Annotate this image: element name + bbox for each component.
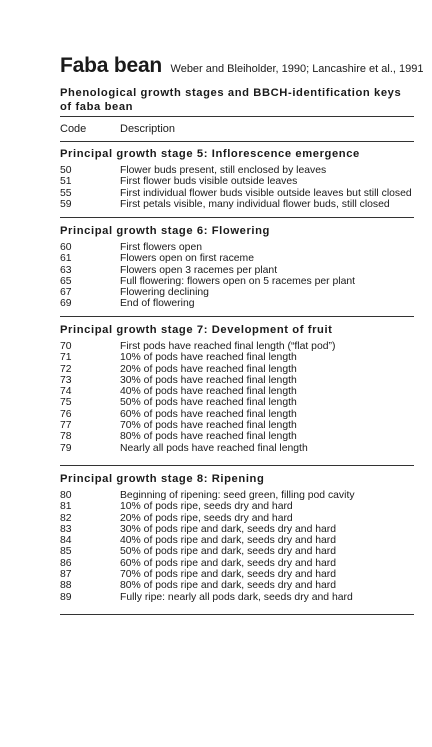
stage-description: Beginning of ripening: seed green, filling pod cavity — [120, 490, 355, 501]
bbch-code: 80 — [60, 490, 72, 501]
growth-stage-section — [60, 224, 414, 310]
bbch-code: 82 — [60, 512, 72, 524]
stage-description: 40% of pods have reached final length — [120, 386, 297, 398]
table-row — [60, 253, 414, 264]
bbch-code: 79 — [60, 442, 72, 454]
table-row — [60, 242, 414, 253]
stage-title: Principal growth stage 8: Ripening — [60, 473, 265, 485]
code-column-header: Code — [60, 123, 87, 135]
table-row — [60, 165, 414, 176]
table-row — [60, 341, 414, 352]
bbch-code: 55 — [60, 187, 72, 199]
table-row — [60, 592, 414, 603]
growth-stage-section — [60, 472, 414, 603]
stage-description: Full flowering: flowers open on 5 racemes per plant — [120, 275, 356, 287]
bbch-code: 70 — [60, 341, 72, 352]
stage-title: Principal growth stage 7: Development of fruit — [60, 324, 333, 336]
stage-description: Flowers open on first raceme — [120, 253, 254, 265]
bbch-code: 81 — [60, 501, 72, 513]
section-rule — [60, 316, 414, 317]
table-row — [60, 276, 414, 287]
bbch-code: 88 — [60, 580, 72, 592]
bbch-code: 63 — [60, 264, 72, 276]
stage-description: 20% of pods ripe, seeds dry and hard — [120, 512, 293, 524]
title-line — [60, 54, 424, 78]
table-row — [60, 397, 414, 408]
stage-description: Flower buds present, still enclosed by leaves — [120, 165, 327, 176]
table-row — [60, 375, 414, 386]
bbch-code: 71 — [60, 352, 72, 364]
stage-description: First flower buds visible outside leaves — [120, 176, 298, 188]
growth-stage-section — [60, 147, 414, 210]
table-row — [60, 443, 414, 454]
bbch-code: 50 — [60, 165, 72, 176]
table-row — [60, 569, 414, 580]
stage-description: 40% of pods ripe and dark, seeds dry and hard — [120, 535, 337, 547]
section-rule — [60, 217, 414, 218]
table-row — [60, 199, 414, 210]
bbch-code: 59 — [60, 198, 72, 210]
table-subtitle: Phenological growth stages and BBCH-identification keys of faba bean — [60, 87, 402, 113]
bbch-code: 78 — [60, 431, 72, 443]
section-rule — [60, 614, 414, 615]
stage-description: Flowering declining — [120, 287, 209, 299]
bbch-code: 75 — [60, 397, 72, 409]
stage-description: Flowers open 3 racemes per plant — [120, 264, 278, 276]
stage-description: 10% of pods have reached final length — [120, 352, 297, 364]
section-rule — [60, 465, 414, 466]
stage-description: First petals visible, many individual flower buds, still closed — [120, 198, 390, 210]
table-row — [60, 513, 414, 524]
table-row — [60, 546, 414, 557]
bbch-code: 85 — [60, 546, 72, 558]
bbch-code: 89 — [60, 591, 72, 603]
table-row — [60, 558, 414, 569]
bbch-code: 87 — [60, 569, 72, 581]
table-row — [60, 176, 414, 187]
stage-description: 70% of pods have reached final length — [120, 420, 297, 432]
description-column-header: Description — [120, 123, 176, 135]
stage-description: 10% of pods ripe, seeds dry and hard — [120, 501, 293, 513]
bbch-code: 76 — [60, 408, 72, 420]
bbch-code: 84 — [60, 535, 72, 547]
stage-description: First individual flower buds visible outside leaves but still closed — [120, 187, 412, 199]
bbch-code: 51 — [60, 176, 72, 188]
table-row — [60, 490, 414, 501]
table-row — [60, 420, 414, 431]
stage-description: 30% of pods have reached final length — [120, 374, 297, 386]
table-row — [60, 265, 414, 276]
bbch-code: 67 — [60, 287, 72, 299]
table-row — [60, 287, 414, 298]
bbch-code: 86 — [60, 557, 72, 569]
table-row — [60, 580, 414, 591]
bbch-code: 60 — [60, 242, 72, 253]
table-row — [60, 524, 414, 535]
growth-stage-section — [60, 323, 414, 454]
table-row — [60, 298, 414, 309]
table-row — [60, 364, 414, 375]
table-row — [60, 386, 414, 397]
stage-description: 80% of pods have reached final length — [120, 431, 297, 443]
bbch-code: 74 — [60, 386, 72, 398]
stage-description: First pods have reached final length (“flat pod”) — [120, 341, 336, 352]
page-title: Faba bean — [60, 54, 163, 77]
header-rule — [60, 141, 414, 142]
stage-description: First flowers open — [120, 242, 202, 253]
bbch-code: 77 — [60, 420, 72, 432]
stage-description: End of flowering — [120, 298, 195, 310]
stage-description: 60% of pods have reached final length — [120, 408, 297, 420]
table-row — [60, 188, 414, 199]
table-row — [60, 535, 414, 546]
stage-description: 50% of pods have reached final length — [120, 397, 297, 409]
bbch-code: 61 — [60, 253, 72, 265]
bbch-code: 83 — [60, 523, 72, 535]
stage-description: 60% of pods ripe and dark, seeds dry and hard — [120, 557, 337, 569]
stage-title: Principal growth stage 6: Flowering — [60, 225, 270, 237]
table-row — [60, 409, 414, 420]
stage-description: 80% of pods ripe and dark, seeds dry and hard — [120, 580, 337, 592]
citation: Weber and Bleiholder, 1990; Lancashire et al., 1991 — [170, 63, 424, 75]
table-row — [60, 352, 414, 363]
table-row — [60, 431, 414, 442]
top-rule — [60, 116, 414, 117]
bbch-code: 69 — [60, 298, 72, 310]
stage-description: 30% of pods ripe and dark, seeds dry and hard — [120, 523, 337, 535]
stage-description: Fully ripe: nearly all pods dark, seeds dry and hard — [120, 591, 353, 603]
bbch-code: 73 — [60, 374, 72, 386]
stage-description: Nearly all pods have reached final length — [120, 442, 308, 454]
bbch-code: 65 — [60, 275, 72, 287]
stage-description: 70% of pods ripe and dark, seeds dry and hard — [120, 569, 337, 581]
bbch-code: 72 — [60, 363, 72, 375]
table-row — [60, 501, 414, 512]
stage-description: 20% of pods have reached final length — [120, 363, 297, 375]
stage-description: 50% of pods ripe and dark, seeds dry and hard — [120, 546, 337, 558]
stage-title: Principal growth stage 5: Inflorescence emergence — [60, 148, 360, 160]
